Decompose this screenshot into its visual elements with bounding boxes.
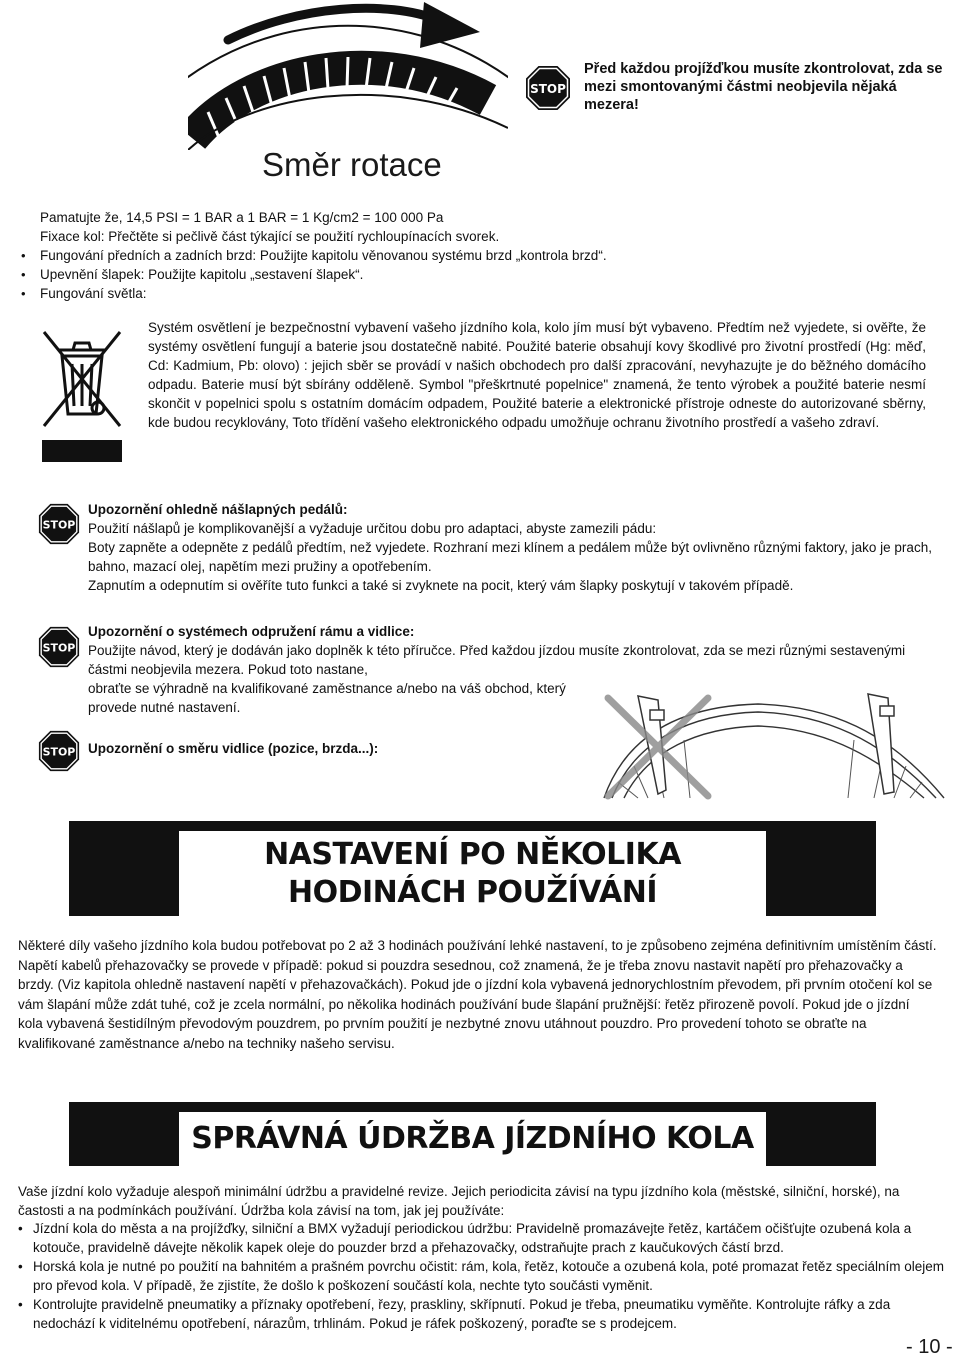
pedal-warning-title: Upozornění ohledně nášlapných pedálů: xyxy=(88,502,348,517)
list-item: • Jízdní kola do města a na projížďky, silniční a BMX vyžadují periodickou údržbu: Pravidelně promazávejte řetěz, kartáčem očišťujte ozubená kola a kotouče, pravidelně dávejte několik kapek oleje do pouzder brzd a přehazovačky, odstraňujte prach z kaučukových částí brzd. xyxy=(18,1221,912,1255)
bullet-icon: • xyxy=(21,286,26,301)
info-line: Fixace kol: Přečtěte si pečlivě část týkající se použití rychloupínacích svorek. xyxy=(40,229,500,244)
stop-sign-icon xyxy=(38,730,80,772)
pedal-warning-line: Zapnutím a odepnutím si ověříte tuto funkci a také si zvyknete na pocit, který vám šlapky poskytují v takovém případě. xyxy=(88,578,794,593)
crossed-out-bin-icon xyxy=(40,322,124,471)
section-banner xyxy=(69,821,876,916)
bullet-icon: • xyxy=(21,267,26,282)
stop-sign-label: STOP xyxy=(42,641,76,655)
stop-sign-label: STOP xyxy=(530,82,566,96)
maintenance-intro: Vaše jízdní kolo vyžaduje alespoň minimální údržbu a pravidelné revize. Jejich periodicita závisí na typu jízdního kola (městské, silniční, horské), na častosti a na podmínkách používání. Údržba kola závisí na tom, jak jej používáte: xyxy=(18,1184,900,1218)
top-warning-text: Před každou projížďkou musíte zkontrolovat, zda se mezi smontovanými částmi neobjevila nějaká mezera! xyxy=(584,61,943,113)
adjustment-paragraph: Některé díly vašeho jízdního kola budou potřebovat po 2 až 3 hodinách používání lehké nastavení, to je způsobeno zejména definitivním umístěním částí. Napětí kabelů přehazovačky se provede v případě: pokud si pouzdra sesednou, což znamená, že je třeba znovu nastavit napětí pro přehazovačky a brzdy. (Viz kapitola ohledně nastavení napětí v přehazovačkách). Pokud jde o jízdní kola vybavená jednorychlostním převodem, při prvním otočení kol se vám šlapání může zdát tuhé, což je zcela normální, po několika hodinách používání bude šlapání pružnější: řetěz přirozeně povolí. Pokud jde o jízdní kola vybavená šestidílným převodovým pouzdrem, po prvním použití je nezbytné znovu utáhnout pouzdro. Pro provedení tohoto se obraťte na kvalifikované zaměstnance a/nebo na techniky našeho servisu. xyxy=(18,938,937,1051)
list-item: • Kontrolujte pravidelně pneumatiky a příznaky opotřebení, řezy, praskliny, skřípnutí. Pokud je třeba, pneumatiku vyměňte. Kontrolujte ráfky a zda nedochází k viditelnému opotřebení, nárazům, trhlinám. Pokud je ráfek poškozený, poraďte se s prodejcem. xyxy=(18,1297,891,1331)
fork-wrong-orientation-icon xyxy=(598,690,948,807)
stop-sign-label: STOP xyxy=(42,745,76,759)
lighting-batteries-text: Systém osvětlení je bezpečnostní vybavení vašeho jízdního kola, kolo jím musí být vybaveno. Předtím než vyjedete, si ověřte, že systémy osvětlení fungují a baterie jsou dostatečně nabité. Použité baterie obsahují kovy škodlivé pro životní prostředí (Hg: měď, Cd: Kadmium, Pb: olovo) : jejich sběr se provádí v našich obchodech pro další zpracování, nevyhazujte je do běžného domácího odpadu. Baterie musí být sbírány odděleně. Symbol "přeškrtnuté popelnice" znamená, že tento výrobek a použité baterie nesmí skončit v popelnici spolu s ostatním domácím odpadem, Použité baterie a elektronické přístroje odneste do autorizované sběrny, kde budou recyklovány, Toto třídění vašeho elektronického odpadu umožňuje ochranu životního prostředí a vašeho zdraví. xyxy=(148,320,926,430)
stop-sign-icon xyxy=(38,626,80,668)
stop-sign-label: STOP xyxy=(42,518,76,532)
section-heading-line: NASTAVENÍ PO NĚKOLIKA xyxy=(264,836,681,872)
suspension-warning-line: obraťte se výhradně na kvalifikované zaměstnance a/nebo na váš obchod, který provede nutné nastavení. xyxy=(88,681,566,715)
bullet-icon: • xyxy=(18,1221,23,1236)
info-bullet-item: • Fungování předních a zadních brzd: Použijte kapitolu věnovanou systému brzd „kontrola brzd“. xyxy=(21,248,607,263)
section-banner xyxy=(69,1102,876,1166)
bullet-icon: • xyxy=(18,1259,23,1274)
section-heading-line: SPRÁVNÁ ÚDRŽBA JÍZDNÍHO KOLA xyxy=(191,1121,754,1156)
pedal-warning-line: Použití nášlapů je komplikovanější a vyžaduje určitou dobu pro adaptaci, abyste zamezili pádu: xyxy=(88,521,657,536)
bullet-icon: • xyxy=(21,248,26,263)
bullet-icon: • xyxy=(18,1297,23,1312)
page-number: - 10 - xyxy=(906,1336,953,1358)
tire-rotation-arrow-icon xyxy=(188,0,508,155)
stop-sign-icon xyxy=(38,503,80,545)
info-line: Pamatujte že, 14,5 PSI = 1 BAR a 1 BAR = 1 Kg/cm2 = 100 000 Pa xyxy=(40,210,444,225)
pedal-warning xyxy=(88,500,938,595)
section-heading-line: HODINÁCH POUŽÍVÁNÍ xyxy=(287,874,657,910)
info-bullet-item: • Fungování světla: xyxy=(21,286,147,301)
rotation-direction-title: Směr rotace xyxy=(262,146,442,183)
suspension-warning-line: Použijte návod, který je dodáván jako doplněk k této příručce. Před každou jízdou musíte zkontrolovat, zda se mezi různými sestavenými částmi neobjevila mezera. Pokud toto nastane, xyxy=(88,643,906,677)
fork-warning-title: Upozornění o směru vidlice (pozice, brzda...): xyxy=(88,741,379,756)
pedal-warning-line: Boty zapněte a odepněte z pedálů předtím, než vyjedete. Rozhraní mezi klínem a pedálem může být ovlivněno různými faktory, jako je prach, bahno, mazací olej, napětím mezi pružiny a opotřebením. xyxy=(88,540,932,574)
suspension-warning-title: Upozornění o systémech odpružení rámu a vidlice: xyxy=(88,624,415,639)
info-list xyxy=(18,208,918,303)
info-bullet-item: • Upevnění šlapek: Použijte kapitolu „sestavení šlapek“. xyxy=(21,267,364,282)
maintenance-list xyxy=(18,1219,948,1333)
list-item: • Horská kola je nutné po použití na bahnitém a prašném povrchu očistit: rám, kola, řetěz, kotouče a ozubená kola, poté promazat řetěz speciálním olejem pro převod kola. V případě, že zjistíte, že došlo k poškození součástí kola, nechte tyto součásti vyměnit. xyxy=(18,1259,944,1293)
stop-sign-icon xyxy=(525,65,571,111)
